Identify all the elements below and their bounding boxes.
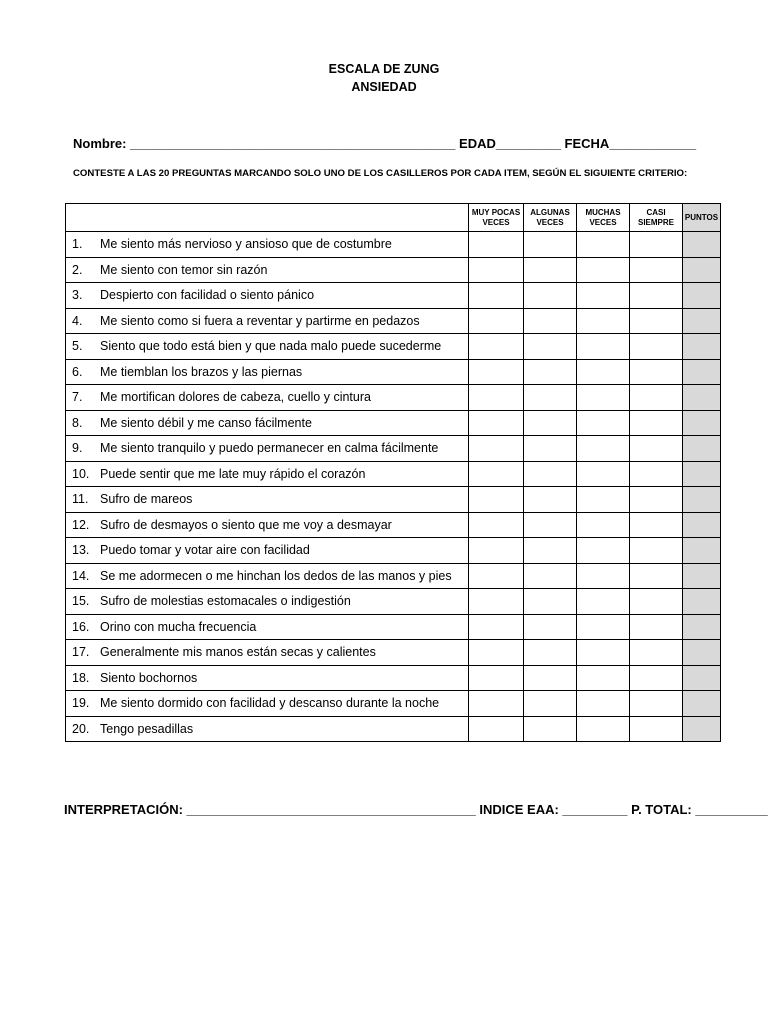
question-text: Me siento tranquilo y puedo permanecer en calma fácilmente xyxy=(100,441,439,456)
answer-box-casi-siempre[interactable] xyxy=(630,512,683,538)
question-number: 5. xyxy=(72,339,83,354)
question-text: Puede sentir que me late muy rápido el corazón xyxy=(100,466,366,481)
question-text: Se me adormecen o me hinchan los dedos de las manos y pies xyxy=(100,568,452,583)
answer-box-algunas-veces[interactable] xyxy=(524,410,577,436)
question-number: 3. xyxy=(72,288,83,303)
answer-box-muy-pocas-veces[interactable] xyxy=(469,563,524,589)
table-row xyxy=(66,614,721,640)
question-cell xyxy=(66,716,469,742)
question-text: Orino con mucha frecuencia xyxy=(100,619,257,634)
points-cell[interactable] xyxy=(683,385,721,411)
answer-box-muy-pocas-veces[interactable] xyxy=(469,487,524,513)
header-blank-cell xyxy=(66,204,469,232)
question-text: Me siento débil y me canso fácilmente xyxy=(100,415,312,430)
scale-subtitle: ANSIEDAD xyxy=(351,80,417,94)
points-cell[interactable] xyxy=(683,563,721,589)
question-number: 11. xyxy=(72,492,89,507)
answer-box-algunas-veces[interactable] xyxy=(524,538,577,564)
answer-box-casi-siempre[interactable] xyxy=(630,308,683,334)
answer-box-algunas-veces[interactable] xyxy=(524,640,577,666)
question-text: Me siento más nervioso y ansioso que de costumbre xyxy=(100,237,392,252)
points-cell[interactable] xyxy=(683,257,721,283)
column-header-line: VECES xyxy=(482,217,510,227)
answer-box-algunas-veces[interactable] xyxy=(524,512,577,538)
question-number: 8. xyxy=(72,415,83,430)
answer-box-muchas-veces[interactable] xyxy=(577,359,630,385)
question-cell xyxy=(66,308,469,334)
answer-box-casi-siempre[interactable] xyxy=(630,461,683,487)
question-text: Sufro de mareos xyxy=(100,492,193,507)
scale-title: ESCALA DE ZUNG xyxy=(328,62,440,76)
question-number: 1. xyxy=(72,237,83,252)
question-text: Despierto con facilidad o siento pánico xyxy=(100,288,315,303)
question-text: Puedo tomar y votar aire con facilidad xyxy=(100,543,310,558)
answer-box-muchas-veces[interactable] xyxy=(577,691,630,717)
table-row xyxy=(66,283,721,309)
answer-box-muy-pocas-veces[interactable] xyxy=(469,614,524,640)
answer-box-casi-siempre[interactable] xyxy=(630,385,683,411)
question-cell xyxy=(66,691,469,717)
question-cell xyxy=(66,665,469,691)
question-cell xyxy=(66,538,469,564)
answer-box-algunas-veces[interactable] xyxy=(524,614,577,640)
question-number: 19. xyxy=(72,696,90,711)
table-row xyxy=(66,563,721,589)
answer-box-algunas-veces[interactable] xyxy=(524,563,577,589)
answer-box-algunas-veces[interactable] xyxy=(524,716,577,742)
answer-box-muy-pocas-veces[interactable] xyxy=(469,691,524,717)
question-number: 7. xyxy=(72,390,83,405)
answer-box-algunas-veces[interactable] xyxy=(524,359,577,385)
answer-box-casi-siempre[interactable] xyxy=(630,640,683,666)
answer-box-muchas-veces[interactable] xyxy=(577,563,630,589)
points-cell[interactable] xyxy=(683,538,721,564)
answer-box-muy-pocas-veces[interactable] xyxy=(469,334,524,360)
answer-box-algunas-veces[interactable] xyxy=(524,665,577,691)
answer-box-casi-siempre[interactable] xyxy=(630,589,683,615)
answer-box-muy-pocas-veces[interactable] xyxy=(469,257,524,283)
points-cell[interactable] xyxy=(683,716,721,742)
answer-box-muy-pocas-veces[interactable] xyxy=(469,410,524,436)
question-cell xyxy=(66,283,469,309)
table-row xyxy=(66,359,721,385)
table-row xyxy=(66,538,721,564)
answer-box-muchas-veces[interactable] xyxy=(577,665,630,691)
table-row xyxy=(66,436,721,462)
answer-box-muchas-veces[interactable] xyxy=(577,308,630,334)
question-text: Me mortifican dolores de cabeza, cuello y cintura xyxy=(100,390,371,405)
answer-box-muy-pocas-veces[interactable] xyxy=(469,665,524,691)
table-row xyxy=(66,716,721,742)
question-text: Siento bochornos xyxy=(100,670,198,685)
answer-box-casi-siempre[interactable] xyxy=(630,716,683,742)
answer-box-muchas-veces[interactable] xyxy=(577,589,630,615)
answer-box-muchas-veces[interactable] xyxy=(577,512,630,538)
table-row xyxy=(66,461,721,487)
table-row xyxy=(66,589,721,615)
question-cell xyxy=(66,640,469,666)
answer-box-algunas-veces[interactable] xyxy=(524,257,577,283)
question-number: 14. xyxy=(72,568,90,583)
question-number: 12. xyxy=(72,517,90,532)
points-cell[interactable] xyxy=(683,334,721,360)
answer-box-muy-pocas-veces[interactable] xyxy=(469,640,524,666)
question-number: 18. xyxy=(72,670,90,685)
question-text: Siento que todo está bien y que nada malo puede sucederme xyxy=(100,339,442,354)
answer-box-muy-pocas-veces[interactable] xyxy=(469,359,524,385)
answer-box-algunas-veces[interactable] xyxy=(524,461,577,487)
instructions-text: CONTESTE A LAS 20 PREGUNTAS MARCANDO SOLO UNO DE LOS CASILLEROS POR CADA ITEM, SEGÚN EL SIGUIENTE CRITERIO: xyxy=(73,168,688,179)
answer-box-algunas-veces[interactable] xyxy=(524,589,577,615)
column-header-line: MUCHAS xyxy=(585,207,621,217)
question-text: Sufro de desmayos o siento que me voy a desmayar xyxy=(100,517,392,532)
answer-box-muy-pocas-veces[interactable] xyxy=(469,232,524,258)
answer-box-muchas-veces[interactable] xyxy=(577,614,630,640)
column-header-line: VECES xyxy=(589,217,617,227)
answer-box-algunas-veces[interactable] xyxy=(524,487,577,513)
answer-box-casi-siempre[interactable] xyxy=(630,410,683,436)
question-text: Tengo pesadillas xyxy=(100,721,194,736)
answer-box-muy-pocas-veces[interactable] xyxy=(469,589,524,615)
question-number: 6. xyxy=(72,364,83,379)
column-header-line: SIEMPRE xyxy=(637,217,674,227)
points-cell[interactable] xyxy=(683,410,721,436)
table-row xyxy=(66,232,721,258)
question-text: Generalmente mis manos están secas y calientes xyxy=(100,645,376,660)
question-text: Me siento como si fuera a reventar y partirme en pedazos xyxy=(100,313,420,328)
points-cell[interactable] xyxy=(683,691,721,717)
question-number: 20. xyxy=(72,721,90,736)
answer-box-muchas-veces[interactable] xyxy=(577,640,630,666)
column-header-line: VECES xyxy=(536,217,564,227)
answer-box-muchas-veces[interactable] xyxy=(577,436,630,462)
questionnaire-table xyxy=(65,203,721,742)
question-number: 17. xyxy=(72,645,90,660)
question-cell xyxy=(66,614,469,640)
answer-box-casi-siempre[interactable] xyxy=(630,691,683,717)
column-header-muchas-veces xyxy=(577,204,630,232)
column-header-line: PUNTOS xyxy=(684,212,719,222)
answer-box-muy-pocas-veces[interactable] xyxy=(469,716,524,742)
answer-box-casi-siempre[interactable] xyxy=(630,614,683,640)
points-cell[interactable] xyxy=(683,640,721,666)
answer-box-muy-pocas-veces[interactable] xyxy=(469,512,524,538)
interpretation-line[interactable]: INTERPRETACIÓN: ________________________________________ INDICE EAA: _________ P. TOTAL: __________ xyxy=(64,802,768,817)
question-cell xyxy=(66,436,469,462)
answer-box-muchas-veces[interactable] xyxy=(577,283,630,309)
question-text: Sufro de molestias estomacales o indigestión xyxy=(100,594,351,609)
table-row xyxy=(66,334,721,360)
points-cell[interactable] xyxy=(683,461,721,487)
answer-box-algunas-veces[interactable] xyxy=(524,334,577,360)
table-row xyxy=(66,257,721,283)
answer-box-muchas-veces[interactable] xyxy=(577,232,630,258)
table-row xyxy=(66,410,721,436)
points-cell[interactable] xyxy=(683,512,721,538)
answer-box-casi-siempre[interactable] xyxy=(630,436,683,462)
name-age-date-line[interactable]: Nombre: _____________________________________________ EDAD_________ FECHA____________ xyxy=(73,136,697,151)
answer-box-muy-pocas-veces[interactable] xyxy=(469,283,524,309)
answer-box-algunas-veces[interactable] xyxy=(524,232,577,258)
table-row xyxy=(66,487,721,513)
question-number: 2. xyxy=(72,262,83,277)
table-header-row xyxy=(66,204,721,232)
points-cell[interactable] xyxy=(683,436,721,462)
table-row xyxy=(66,308,721,334)
question-cell xyxy=(66,385,469,411)
answer-box-muy-pocas-veces[interactable] xyxy=(469,385,524,411)
answer-box-casi-siempre[interactable] xyxy=(630,334,683,360)
answer-box-muchas-veces[interactable] xyxy=(577,410,630,436)
points-cell[interactable] xyxy=(683,359,721,385)
answer-box-muchas-veces[interactable] xyxy=(577,257,630,283)
column-header-line: CASI xyxy=(646,207,666,217)
answer-box-muy-pocas-veces[interactable] xyxy=(469,436,524,462)
answer-box-muy-pocas-veces[interactable] xyxy=(469,308,524,334)
table-row xyxy=(66,512,721,538)
points-cell[interactable] xyxy=(683,308,721,334)
answer-box-muchas-veces[interactable] xyxy=(577,334,630,360)
answer-box-muchas-veces[interactable] xyxy=(577,461,630,487)
answer-box-casi-siempre[interactable] xyxy=(630,563,683,589)
table-row xyxy=(66,665,721,691)
answer-box-casi-siempre[interactable] xyxy=(630,359,683,385)
question-cell xyxy=(66,410,469,436)
question-number: 15. xyxy=(72,594,90,609)
question-number: 13. xyxy=(72,543,90,558)
table-row xyxy=(66,640,721,666)
question-cell xyxy=(66,461,469,487)
question-number: 10. xyxy=(72,466,90,481)
column-header-puntos xyxy=(683,204,721,232)
question-cell xyxy=(66,359,469,385)
answer-box-muchas-veces[interactable] xyxy=(577,487,630,513)
column-header-line: ALGUNAS xyxy=(530,207,570,217)
answer-box-casi-siempre[interactable] xyxy=(630,665,683,691)
answer-box-muchas-veces[interactable] xyxy=(577,385,630,411)
question-cell xyxy=(66,589,469,615)
points-cell[interactable] xyxy=(683,283,721,309)
answer-box-algunas-veces[interactable] xyxy=(524,283,577,309)
answer-box-muchas-veces[interactable] xyxy=(577,538,630,564)
column-header-muy-pocas-veces xyxy=(469,204,524,232)
table-row xyxy=(66,385,721,411)
points-cell[interactable] xyxy=(683,232,721,258)
answer-box-casi-siempre[interactable] xyxy=(630,257,683,283)
answer-box-muy-pocas-veces[interactable] xyxy=(469,538,524,564)
table-row xyxy=(66,691,721,717)
question-number: 9. xyxy=(72,441,83,456)
answer-box-algunas-veces[interactable] xyxy=(524,436,577,462)
question-cell xyxy=(66,232,469,258)
question-text: Me siento dormido con facilidad y descanso durante la noche xyxy=(100,696,440,711)
question-cell xyxy=(66,257,469,283)
question-cell xyxy=(66,563,469,589)
column-header-casi-siempre xyxy=(630,204,683,232)
question-number: 16. xyxy=(72,619,90,634)
points-cell[interactable] xyxy=(683,487,721,513)
points-cell[interactable] xyxy=(683,614,721,640)
question-number: 4. xyxy=(72,313,83,328)
question-cell xyxy=(66,334,469,360)
question-text: Me tiemblan los brazos y las piernas xyxy=(100,364,303,379)
answer-box-casi-siempre[interactable] xyxy=(630,487,683,513)
answer-box-algunas-veces[interactable] xyxy=(524,308,577,334)
answer-box-algunas-veces[interactable] xyxy=(524,385,577,411)
column-header-line: MUY POCAS xyxy=(471,207,521,217)
answer-box-casi-siempre[interactable] xyxy=(630,283,683,309)
answer-box-casi-siempre[interactable] xyxy=(630,232,683,258)
question-cell xyxy=(66,487,469,513)
answer-box-muchas-veces[interactable] xyxy=(577,716,630,742)
points-cell[interactable] xyxy=(683,589,721,615)
question-text: Me siento con temor sin razón xyxy=(100,262,268,277)
question-cell xyxy=(66,512,469,538)
points-cell[interactable] xyxy=(683,665,721,691)
answer-box-algunas-veces[interactable] xyxy=(524,691,577,717)
column-header-algunas-veces xyxy=(524,204,577,232)
answer-box-casi-siempre[interactable] xyxy=(630,538,683,564)
answer-box-muy-pocas-veces[interactable] xyxy=(469,461,524,487)
